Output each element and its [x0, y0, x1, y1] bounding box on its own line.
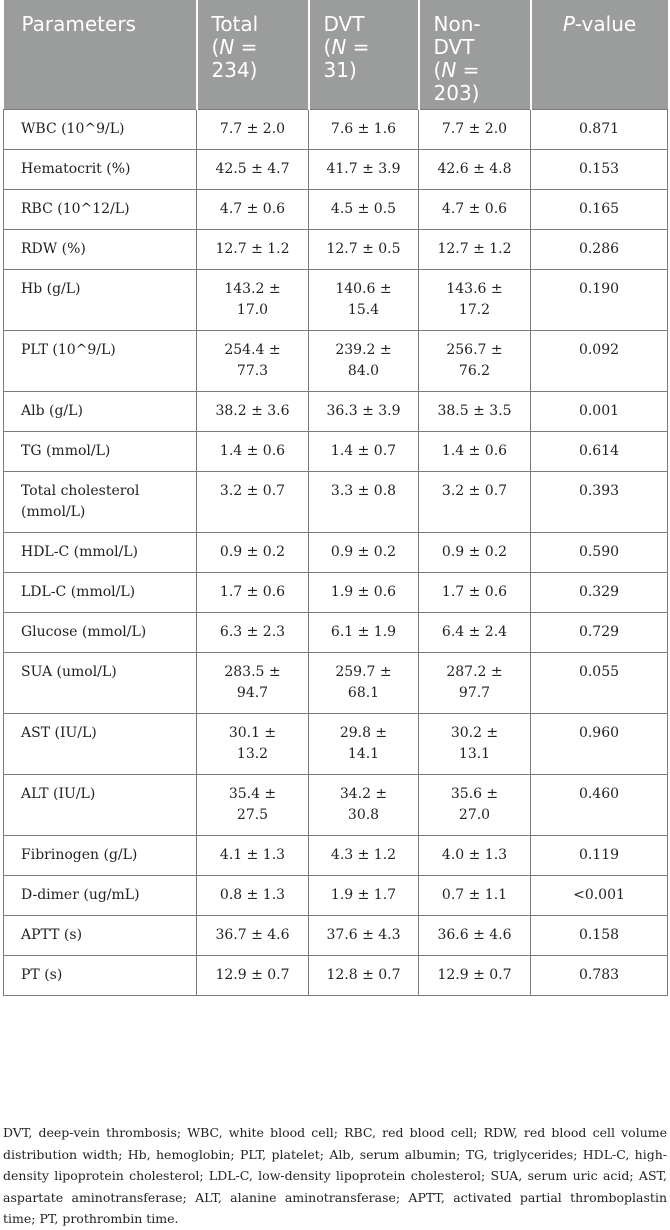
table-row [4, 189, 668, 229]
cell-line: 1.4 ± 0.6 [219, 442, 286, 459]
header-p-value [531, 0, 668, 109]
cell-line: ALT (IU/L) [21, 785, 96, 802]
cell-parameter [4, 532, 197, 572]
cell-line: 30.1 ± [228, 724, 277, 741]
cell-total [197, 532, 309, 572]
cell-line: 0.9 ± 0.2 [441, 543, 508, 560]
cell-line: 13.1 [458, 745, 491, 762]
table-row [4, 652, 668, 713]
header-n-italic: N [331, 35, 347, 59]
table-row [4, 612, 668, 652]
table-row [4, 330, 668, 391]
cell-line: WBC (10^9/L) [21, 120, 125, 137]
cell-non-dvt [419, 612, 531, 652]
cell-parameter [4, 269, 197, 330]
cell-line: 6.1 ± 1.9 [330, 623, 397, 640]
cell-line: AST (IU/L) [21, 724, 97, 741]
cell-line: Total cholesterol [21, 482, 140, 499]
table-row [4, 391, 668, 431]
table-row [4, 269, 668, 330]
header-non-dvt [419, 0, 531, 109]
cell-line: 7.7 ± 2.0 [441, 120, 508, 137]
header-value-suffix: -value [574, 12, 637, 36]
cell-line: 283.5 ± [224, 663, 281, 680]
cell-line: RDW (%) [21, 240, 86, 257]
table-row [4, 149, 668, 189]
cell-parameter [4, 572, 197, 612]
cell-parameter [4, 652, 197, 713]
cell-line: SUA (umol/L) [21, 663, 117, 680]
cell-line: D-dimer (ug/mL) [21, 886, 140, 903]
header-row [4, 0, 668, 109]
cell-p-value: 0.153 [531, 149, 668, 189]
table-footnote: DVT, deep-vein thrombosis; WBC, white blood cell; RBC, red blood cell; RDW, red blood cell volume distribution width; Hb, hemoglobin; PLT, platelet; Alb, serum albumin; TG, triglycerides; HDL-C, high-density lipoprotein cholesterol; LDL-C, low-density lipoprotein cholesterol; SUA, serum uric acid; AST, aspartate aminotransferase; ALT, alanine aminotransferase; APTT, activated partial thromboplastin time; PT, prothrombin time. [3, 1125, 667, 1226]
cell-non-dvt [419, 391, 531, 431]
cell-line: 0.9 ± 0.2 [219, 543, 286, 560]
cell-total [197, 875, 309, 915]
cell-line: 12.7 ± 1.2 [437, 240, 512, 257]
cell-total [197, 149, 309, 189]
cell-line: TG (mmol/L) [21, 442, 111, 459]
cell-line: 12.7 ± 1.2 [215, 240, 290, 257]
cell-line: 1.4 ± 0.7 [330, 442, 397, 459]
cell-line: 1.7 ± 0.6 [441, 583, 508, 600]
header-p-italic: P [562, 12, 575, 36]
cell-p-value: 0.286 [531, 229, 668, 269]
cell-parameter [4, 875, 197, 915]
cell-line: 36.7 ± 4.6 [215, 926, 290, 943]
cell-dvt [309, 269, 419, 330]
cell-line: 12.9 ± 0.7 [437, 966, 512, 983]
cell-line: 6.3 ± 2.3 [219, 623, 286, 640]
cell-non-dvt [419, 875, 531, 915]
cell-total [197, 915, 309, 955]
cell-line: Hematocrit (%) [21, 160, 131, 177]
table-row [4, 774, 668, 835]
cell-line: Glucose (mmol/L) [21, 623, 147, 640]
cell-line: 84.0 [347, 362, 380, 379]
cell-line: 27.0 [458, 806, 491, 823]
cell-dvt [309, 915, 419, 955]
cell-non-dvt [419, 149, 531, 189]
cell-line: 140.6 ± [335, 280, 392, 297]
cell-parameter [4, 149, 197, 189]
cell-total [197, 652, 309, 713]
cell-line: 17.0 [236, 301, 269, 318]
cell-dvt [309, 431, 419, 471]
cell-line: 4.1 ± 1.3 [219, 846, 286, 863]
cell-line: APTT (s) [21, 926, 83, 943]
header-paren: ( [211, 35, 220, 59]
cell-line: 36.3 ± 3.9 [326, 402, 401, 419]
cell-p-value: 0.590 [531, 532, 668, 572]
cell-dvt [309, 532, 419, 572]
cell-parameter [4, 189, 197, 229]
header-line: 234) [211, 58, 258, 82]
table-row [4, 431, 668, 471]
cell-line: 38.5 ± 3.5 [437, 402, 512, 419]
cell-line: 256.7 ± [446, 341, 503, 358]
header-parameters [4, 0, 197, 109]
cell-total [197, 774, 309, 835]
cell-dvt [309, 229, 419, 269]
cell-line: 0.7 ± 1.1 [441, 886, 508, 903]
cell-parameter [4, 109, 197, 149]
cell-line: 4.5 ± 0.5 [330, 200, 397, 217]
cell-non-dvt [419, 572, 531, 612]
cell-non-dvt [419, 835, 531, 875]
table-row [4, 875, 668, 915]
header-line: 203) [433, 81, 480, 105]
cell-line: PT (s) [21, 966, 63, 983]
cell-line: 1.9 ± 0.6 [330, 583, 397, 600]
cell-line: 12.8 ± 0.7 [326, 966, 401, 983]
header-paren: ( [323, 35, 332, 59]
cell-non-dvt [419, 269, 531, 330]
cell-total [197, 471, 309, 532]
cell-parameter [4, 229, 197, 269]
cell-parameter [4, 612, 197, 652]
header-line: DVT [323, 12, 365, 36]
cell-non-dvt [419, 189, 531, 229]
cell-total [197, 612, 309, 652]
cell-p-value: <0.001 [531, 875, 668, 915]
cell-dvt [309, 713, 419, 774]
cell-p-value: 0.729 [531, 612, 668, 652]
cell-total [197, 330, 309, 391]
cell-p-value: 0.092 [531, 330, 668, 391]
cell-line: 42.6 ± 4.8 [437, 160, 512, 177]
header-line [324, 36, 404, 59]
cell-line: Alb (g/L) [21, 402, 83, 419]
cell-line: 35.6 ± [450, 785, 499, 802]
cell-line: 3.3 ± 0.8 [330, 482, 397, 499]
cell-p-value: 0.871 [531, 109, 668, 149]
cell-dvt [309, 149, 419, 189]
cell-p-value: 0.190 [531, 269, 668, 330]
cell-line: 13.2 [236, 745, 269, 762]
cell-dvt [309, 391, 419, 431]
cell-line: 29.8 ± [339, 724, 388, 741]
cell-line: (mmol/L) [21, 503, 86, 520]
cell-line: 4.7 ± 0.6 [219, 200, 286, 217]
table-row [4, 835, 668, 875]
cell-p-value: 0.165 [531, 189, 668, 229]
cell-non-dvt [419, 713, 531, 774]
header-line [434, 59, 516, 82]
cell-p-value: 0.393 [531, 471, 668, 532]
cell-line: 287.2 ± [446, 663, 503, 680]
table-row [4, 532, 668, 572]
table-header [4, 0, 668, 109]
cell-line: 76.2 [458, 362, 491, 379]
cell-p-value: 0.783 [531, 955, 668, 995]
table-body [4, 109, 668, 995]
cell-line: 37.6 ± 4.3 [326, 926, 401, 943]
cell-line: 0.8 ± 1.3 [219, 886, 286, 903]
cell-non-dvt [419, 774, 531, 835]
cell-line: 14.1 [347, 745, 380, 762]
cell-total [197, 713, 309, 774]
cell-line: 4.0 ± 1.3 [441, 846, 508, 863]
cell-line: 6.4 ± 2.4 [441, 623, 508, 640]
cell-line: 7.6 ± 1.6 [330, 120, 397, 137]
cell-p-value: 0.119 [531, 835, 668, 875]
cell-line: 12.7 ± 0.5 [326, 240, 401, 257]
cell-line: 12.9 ± 0.7 [215, 966, 290, 983]
table-row [4, 471, 668, 532]
cell-dvt [309, 612, 419, 652]
cell-non-dvt [419, 532, 531, 572]
cell-total [197, 229, 309, 269]
cell-parameter [4, 713, 197, 774]
cell-dvt [309, 471, 419, 532]
cell-line: PLT (10^9/L) [21, 341, 116, 358]
header-paren: ( [433, 58, 442, 82]
cell-total [197, 955, 309, 995]
cell-dvt [309, 330, 419, 391]
cell-parameter [4, 774, 197, 835]
table-row [4, 572, 668, 612]
cell-parameter [4, 835, 197, 875]
cell-line: 27.5 [236, 806, 269, 823]
table-row [4, 955, 668, 995]
table-row [4, 915, 668, 955]
cell-non-dvt [419, 109, 531, 149]
cell-non-dvt [419, 431, 531, 471]
cell-dvt [309, 652, 419, 713]
header-eq: = [456, 58, 480, 82]
cell-total [197, 189, 309, 229]
table-row [4, 713, 668, 774]
cell-parameter [4, 330, 197, 391]
cell-p-value: 0.614 [531, 431, 668, 471]
cell-non-dvt [419, 955, 531, 995]
cell-non-dvt [419, 330, 531, 391]
header-line: 31) [323, 58, 357, 82]
cell-line: 1.9 ± 1.7 [330, 886, 397, 903]
cell-line: 1.7 ± 0.6 [219, 583, 286, 600]
cell-line: 77.3 [236, 362, 269, 379]
cell-p-value: 0.158 [531, 915, 668, 955]
cell-parameter [4, 391, 197, 431]
cell-p-value: 0.329 [531, 572, 668, 612]
cell-dvt [309, 875, 419, 915]
header-dvt [309, 0, 419, 109]
cell-line: 41.7 ± 3.9 [326, 160, 401, 177]
cell-line: 35.4 ± [228, 785, 277, 802]
cell-dvt [309, 572, 419, 612]
cell-line: 259.7 ± [335, 663, 392, 680]
cell-non-dvt [419, 915, 531, 955]
header-line [212, 36, 294, 59]
cell-dvt [309, 189, 419, 229]
cell-line: 143.6 ± [446, 280, 503, 297]
cell-p-value: 0.460 [531, 774, 668, 835]
cell-line: HDL-C (mmol/L) [21, 543, 139, 560]
cell-line: 7.7 ± 2.0 [219, 120, 286, 137]
header-line: Parameters [21, 12, 136, 36]
cell-non-dvt [419, 471, 531, 532]
cell-p-value: 0.960 [531, 713, 668, 774]
cell-dvt [309, 835, 419, 875]
cell-line: Fibrinogen (g/L) [21, 846, 138, 863]
cell-line: 97.7 [458, 684, 491, 701]
cell-line: 254.4 ± [224, 341, 281, 358]
cell-line: 30.8 [347, 806, 380, 823]
cell-line: 30.2 ± [450, 724, 499, 741]
header-line [538, 13, 662, 36]
cell-total [197, 572, 309, 612]
cell-line: 15.4 [347, 301, 380, 318]
cell-total [197, 835, 309, 875]
header-line: Non- [433, 12, 481, 36]
cell-line: 68.1 [347, 684, 380, 701]
cell-dvt [309, 109, 419, 149]
cell-line: 4.3 ± 1.2 [330, 846, 397, 863]
header-n-italic: N [441, 58, 457, 82]
cell-line: 4.7 ± 0.6 [441, 200, 508, 217]
cell-line: RBC (10^12/L) [21, 200, 130, 217]
header-line: Total [211, 12, 259, 36]
cell-non-dvt [419, 652, 531, 713]
header-n-italic: N [219, 35, 235, 59]
cell-line: 3.2 ± 0.7 [441, 482, 508, 499]
table-row [4, 109, 668, 149]
header-line: DVT [433, 35, 475, 59]
cell-non-dvt [419, 229, 531, 269]
cell-line: 34.2 ± [339, 785, 388, 802]
cell-line: 42.5 ± 4.7 [215, 160, 290, 177]
cell-total [197, 269, 309, 330]
header-total [197, 0, 309, 109]
table-container [3, 0, 667, 996]
cell-line: 0.9 ± 0.2 [330, 543, 397, 560]
cell-line: Hb (g/L) [21, 280, 81, 297]
cell-line: 3.2 ± 0.7 [219, 482, 286, 499]
cell-line: 143.2 ± [224, 280, 281, 297]
cell-line: 94.7 [236, 684, 269, 701]
cell-dvt [309, 774, 419, 835]
cell-p-value: 0.055 [531, 652, 668, 713]
cell-total [197, 431, 309, 471]
cell-total [197, 391, 309, 431]
cell-line: 1.4 ± 0.6 [441, 442, 508, 459]
table-row [4, 229, 668, 269]
cell-line: 239.2 ± [335, 341, 392, 358]
cell-p-value: 0.001 [531, 391, 668, 431]
cell-line: 17.2 [458, 301, 491, 318]
header-eq: = [234, 35, 258, 59]
header-eq: = [346, 35, 370, 59]
cell-total [197, 109, 309, 149]
cell-parameter [4, 915, 197, 955]
cell-line: 36.6 ± 4.6 [437, 926, 512, 943]
parameters-table [3, 0, 668, 996]
cell-line: 38.2 ± 3.6 [215, 402, 290, 419]
cell-parameter [4, 955, 197, 995]
cell-parameter [4, 431, 197, 471]
cell-parameter [4, 471, 197, 532]
cell-dvt [309, 955, 419, 995]
cell-line: LDL-C (mmol/L) [21, 583, 136, 600]
